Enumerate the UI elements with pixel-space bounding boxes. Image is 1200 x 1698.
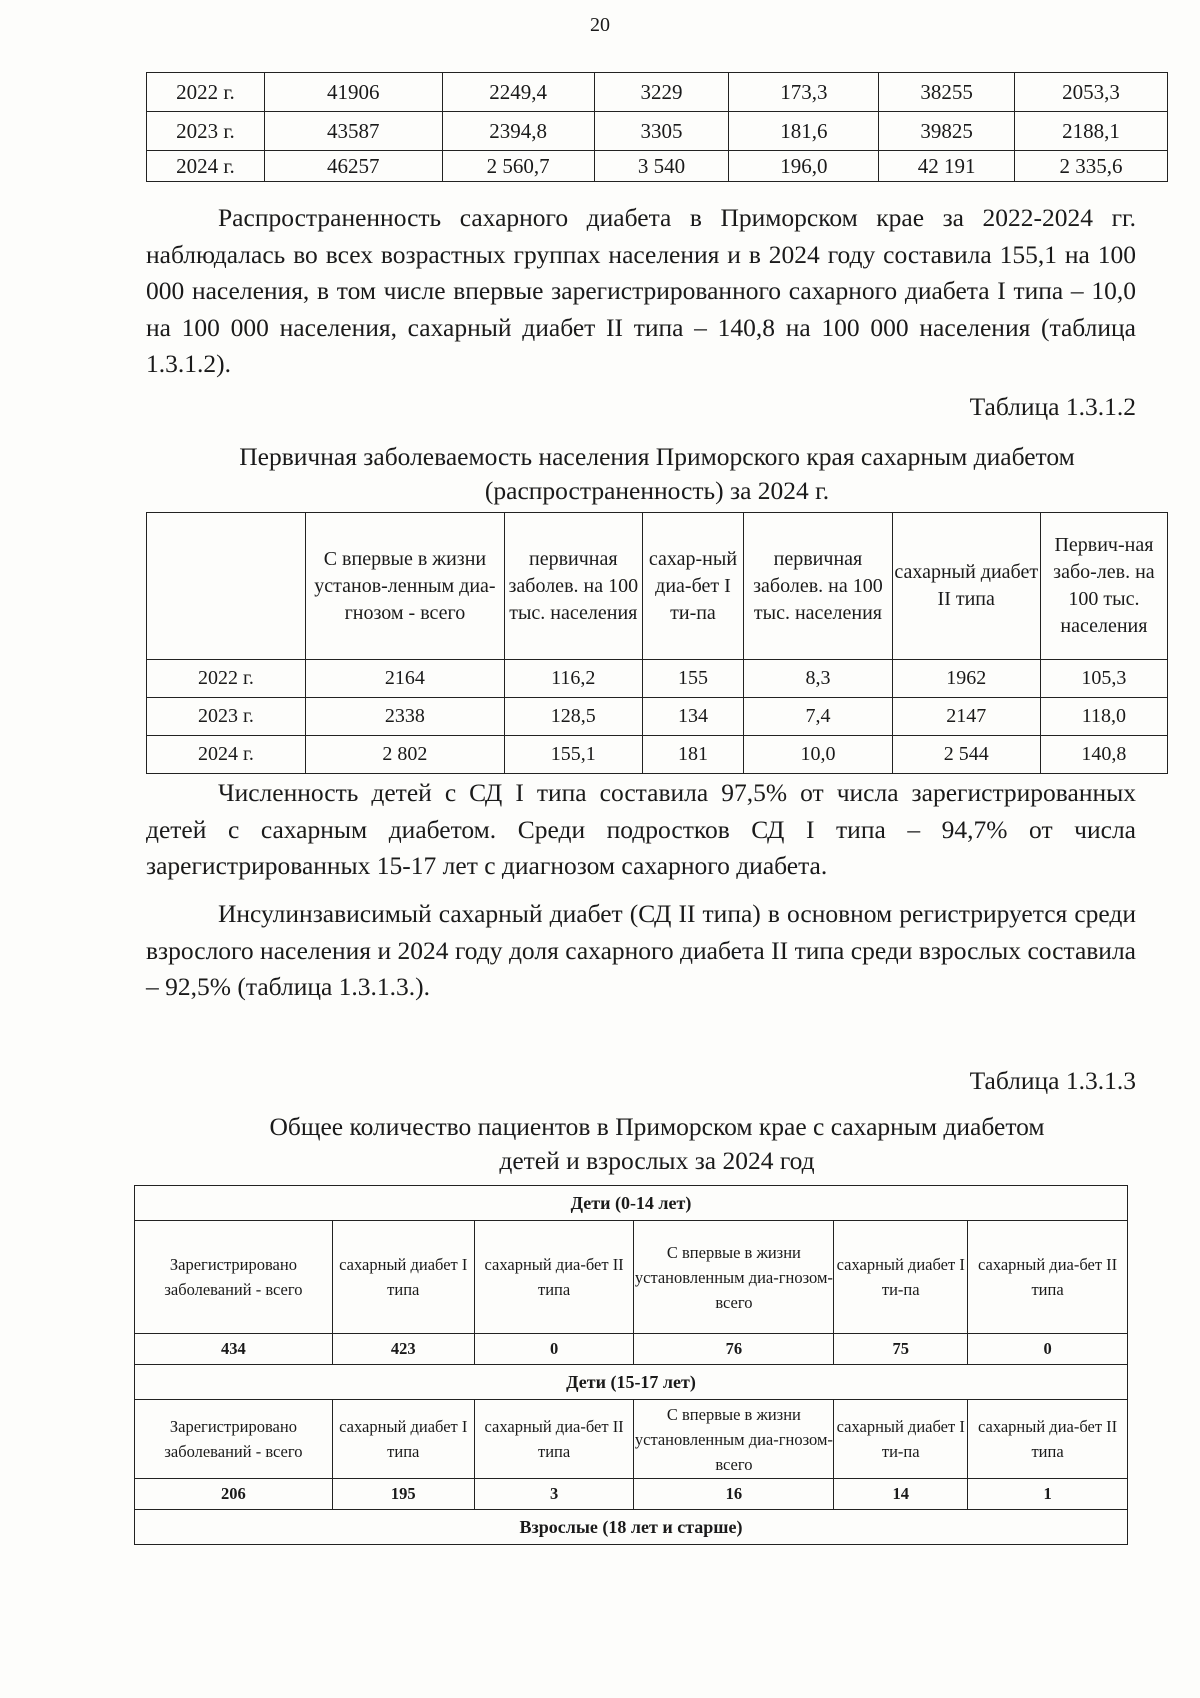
table-cell: 1 — [968, 1479, 1128, 1510]
table-header-cell: Первич-ная забо-лев. на 100 тыс. населения — [1040, 513, 1167, 660]
table-row — [147, 736, 1168, 774]
table-cell: 2338 — [305, 698, 504, 736]
paragraph: Распространенность сахарного диабета в Приморском крае за 2022-2024 гг. наблюдалась во всех возрастных группах населения и в 2024 году составила 155,1 на 100 000 населения, в том числе впервые зарегистрированного сахарного диабета I типа – 10,0 на 100 000 населения, сахарный диабет II типа – 140,8 на 100 000 населения (таблица 1.3.1.2). — [146, 203, 1136, 378]
table-cell: 2249,4 — [442, 73, 594, 112]
table-cell: 206 — [135, 1479, 333, 1510]
table-row — [135, 1479, 1128, 1510]
table-cell: 38255 — [879, 73, 1015, 112]
table-header-cell: сахарный диабет I типа — [332, 1400, 474, 1479]
table-cell: 2024 г. — [147, 736, 306, 774]
section-title: Дети (0-14 лет) — [135, 1186, 1128, 1221]
table-cell: 128,5 — [504, 698, 642, 736]
table-header-cell: сахарный диабет I типа — [332, 1221, 474, 1334]
table-cell: 196,0 — [729, 151, 879, 182]
table-cell: 3305 — [594, 112, 729, 151]
table-title-line: Общее количество пациентов в Приморском крае с сахарным диабетом — [269, 1112, 1045, 1141]
table-cell: 181 — [642, 736, 744, 774]
table-cell: 43587 — [264, 112, 442, 151]
table-header-cell: сахарный диа-бет II типа — [968, 1400, 1128, 1479]
table-row — [147, 112, 1168, 151]
table-header-cell: сахарный диа-бет II типа — [968, 1221, 1128, 1334]
page-number: 20 — [590, 14, 610, 36]
table-cell: 2147 — [892, 698, 1040, 736]
table-cell: 2023 г. — [147, 112, 265, 151]
section-header-row — [135, 1510, 1128, 1545]
table-cell: 75 — [834, 1334, 968, 1365]
table-header-cell: первичная заболев. на 100 тыс. населения — [504, 513, 642, 660]
table-cell: 3 540 — [594, 151, 729, 182]
table-cell: 173,3 — [729, 73, 879, 112]
table-cell: 8,3 — [744, 660, 892, 698]
table-caption: Таблица 1.3.1.2 — [969, 392, 1136, 421]
continued-table — [146, 72, 1168, 182]
table-row — [147, 660, 1168, 698]
table-cell: 14 — [834, 1479, 968, 1510]
table-cell: 2023 г. — [147, 698, 306, 736]
section-header-row — [135, 1186, 1128, 1221]
section-title: Взрослые (18 лет и старше) — [135, 1510, 1128, 1545]
table-title-line: детей и взрослых за 2024 год — [499, 1146, 815, 1175]
table-cell: 2188,1 — [1015, 112, 1168, 151]
table-cell: 0 — [968, 1334, 1128, 1365]
table-header-cell: сахарный диа-бет II типа — [474, 1400, 634, 1479]
table-cell: 2022 г. — [147, 73, 265, 112]
table-cell: 118,0 — [1040, 698, 1167, 736]
section-header-row — [135, 1365, 1128, 1400]
table-cell: 1962 — [892, 660, 1040, 698]
table-cell: 2 802 — [305, 736, 504, 774]
table-cell: 155 — [642, 660, 744, 698]
table-header-row — [147, 513, 1168, 660]
table-header-row — [135, 1221, 1128, 1334]
table-title — [146, 1110, 1168, 1178]
table-cell: 3229 — [594, 73, 729, 112]
table-cell: 39825 — [879, 112, 1015, 151]
table-header-row — [135, 1400, 1128, 1479]
table-header-cell: С впервые в жизни установленным диа-гнозом- всего — [634, 1221, 834, 1334]
table-cell: 2 560,7 — [442, 151, 594, 182]
table-cell: 2394,8 — [442, 112, 594, 151]
table-cell: 16 — [634, 1479, 834, 1510]
table-header-cell: сахарный диа-бет II типа — [474, 1221, 634, 1334]
table-cell: 10,0 — [744, 736, 892, 774]
table-row — [147, 151, 1168, 182]
table-cell: 2053,3 — [1015, 73, 1168, 112]
table-header-cell: Зарегистрировано заболеваний - всего — [135, 1221, 333, 1334]
table-row — [147, 698, 1168, 736]
table-cell: 2164 — [305, 660, 504, 698]
table-cell: 434 — [135, 1334, 333, 1365]
table-cell: 2024 г. — [147, 151, 265, 182]
section-title: Дети (15-17 лет) — [135, 1365, 1128, 1400]
table-cell: 41906 — [264, 73, 442, 112]
table-header-cell: Зарегистрировано заболеваний - всего — [135, 1400, 333, 1479]
table-header-cell: сахарный диабет I ти-па — [834, 1400, 968, 1479]
table-cell: 3 — [474, 1479, 634, 1510]
table-cell: 155,1 — [504, 736, 642, 774]
table-header-cell: сахарный диабет II типа — [892, 513, 1040, 660]
table-cell: 140,8 — [1040, 736, 1167, 774]
table-header-cell — [147, 513, 306, 660]
table-cell: 2 335,6 — [1015, 151, 1168, 182]
table-header-cell: первичная заболев. на 100 тыс. населения — [744, 513, 892, 660]
table-1-3-1-3 — [134, 1185, 1128, 1545]
table-title-line: (распространенность) за 2024 г. — [484, 476, 830, 505]
table-cell: 105,3 — [1040, 660, 1167, 698]
table-cell: 42 191 — [879, 151, 1015, 182]
table-caption: Таблица 1.3.1.3 — [969, 1066, 1136, 1095]
table-cell: 76 — [634, 1334, 834, 1365]
table-cell: 116,2 — [504, 660, 642, 698]
table-1-3-1-2 — [146, 512, 1168, 774]
table-cell: 423 — [332, 1334, 474, 1365]
table-cell: 195 — [332, 1479, 474, 1510]
table-row — [135, 1334, 1128, 1365]
table-header-cell: сахарный диабет I ти-па — [834, 1221, 968, 1334]
table-cell: 181,6 — [729, 112, 879, 151]
table-cell: 7,4 — [744, 698, 892, 736]
paragraph: Инсулинзависимый сахарный диабет (СД II типа) в основном регистрируется среди взрослого населения и 2024 году доля сахарного диабета II типа среди взрослых составила – 92,5% (таблица 1.3.1.3.). — [146, 899, 1136, 1001]
table-cell: 2022 г. — [147, 660, 306, 698]
table-cell: 46257 — [264, 151, 442, 182]
table-header-cell: С впервые в жизни установ-ленным диа-гнозом - всего — [305, 513, 504, 660]
table-cell: 2 544 — [892, 736, 1040, 774]
table-row — [147, 73, 1168, 112]
table-cell: 0 — [474, 1334, 634, 1365]
table-header-cell: С впервые в жизни установленным диа-гнозом- всего — [634, 1400, 834, 1479]
table-cell: 134 — [642, 698, 744, 736]
table-header-cell: сахар-ный диа-бет I ти-па — [642, 513, 744, 660]
table-title — [146, 440, 1168, 508]
table-title-line: Первичная заболеваемость населения Приморского края сахарным диабетом — [239, 442, 1075, 471]
paragraph: Численность детей с СД I типа составила 97,5% от числа зарегистрированных детей с сахарным диабетом. Среди подростков СД I типа – 94,7% от числа зарегистрированных 15-17 лет с диагнозом сахарного диабета. — [146, 778, 1136, 880]
